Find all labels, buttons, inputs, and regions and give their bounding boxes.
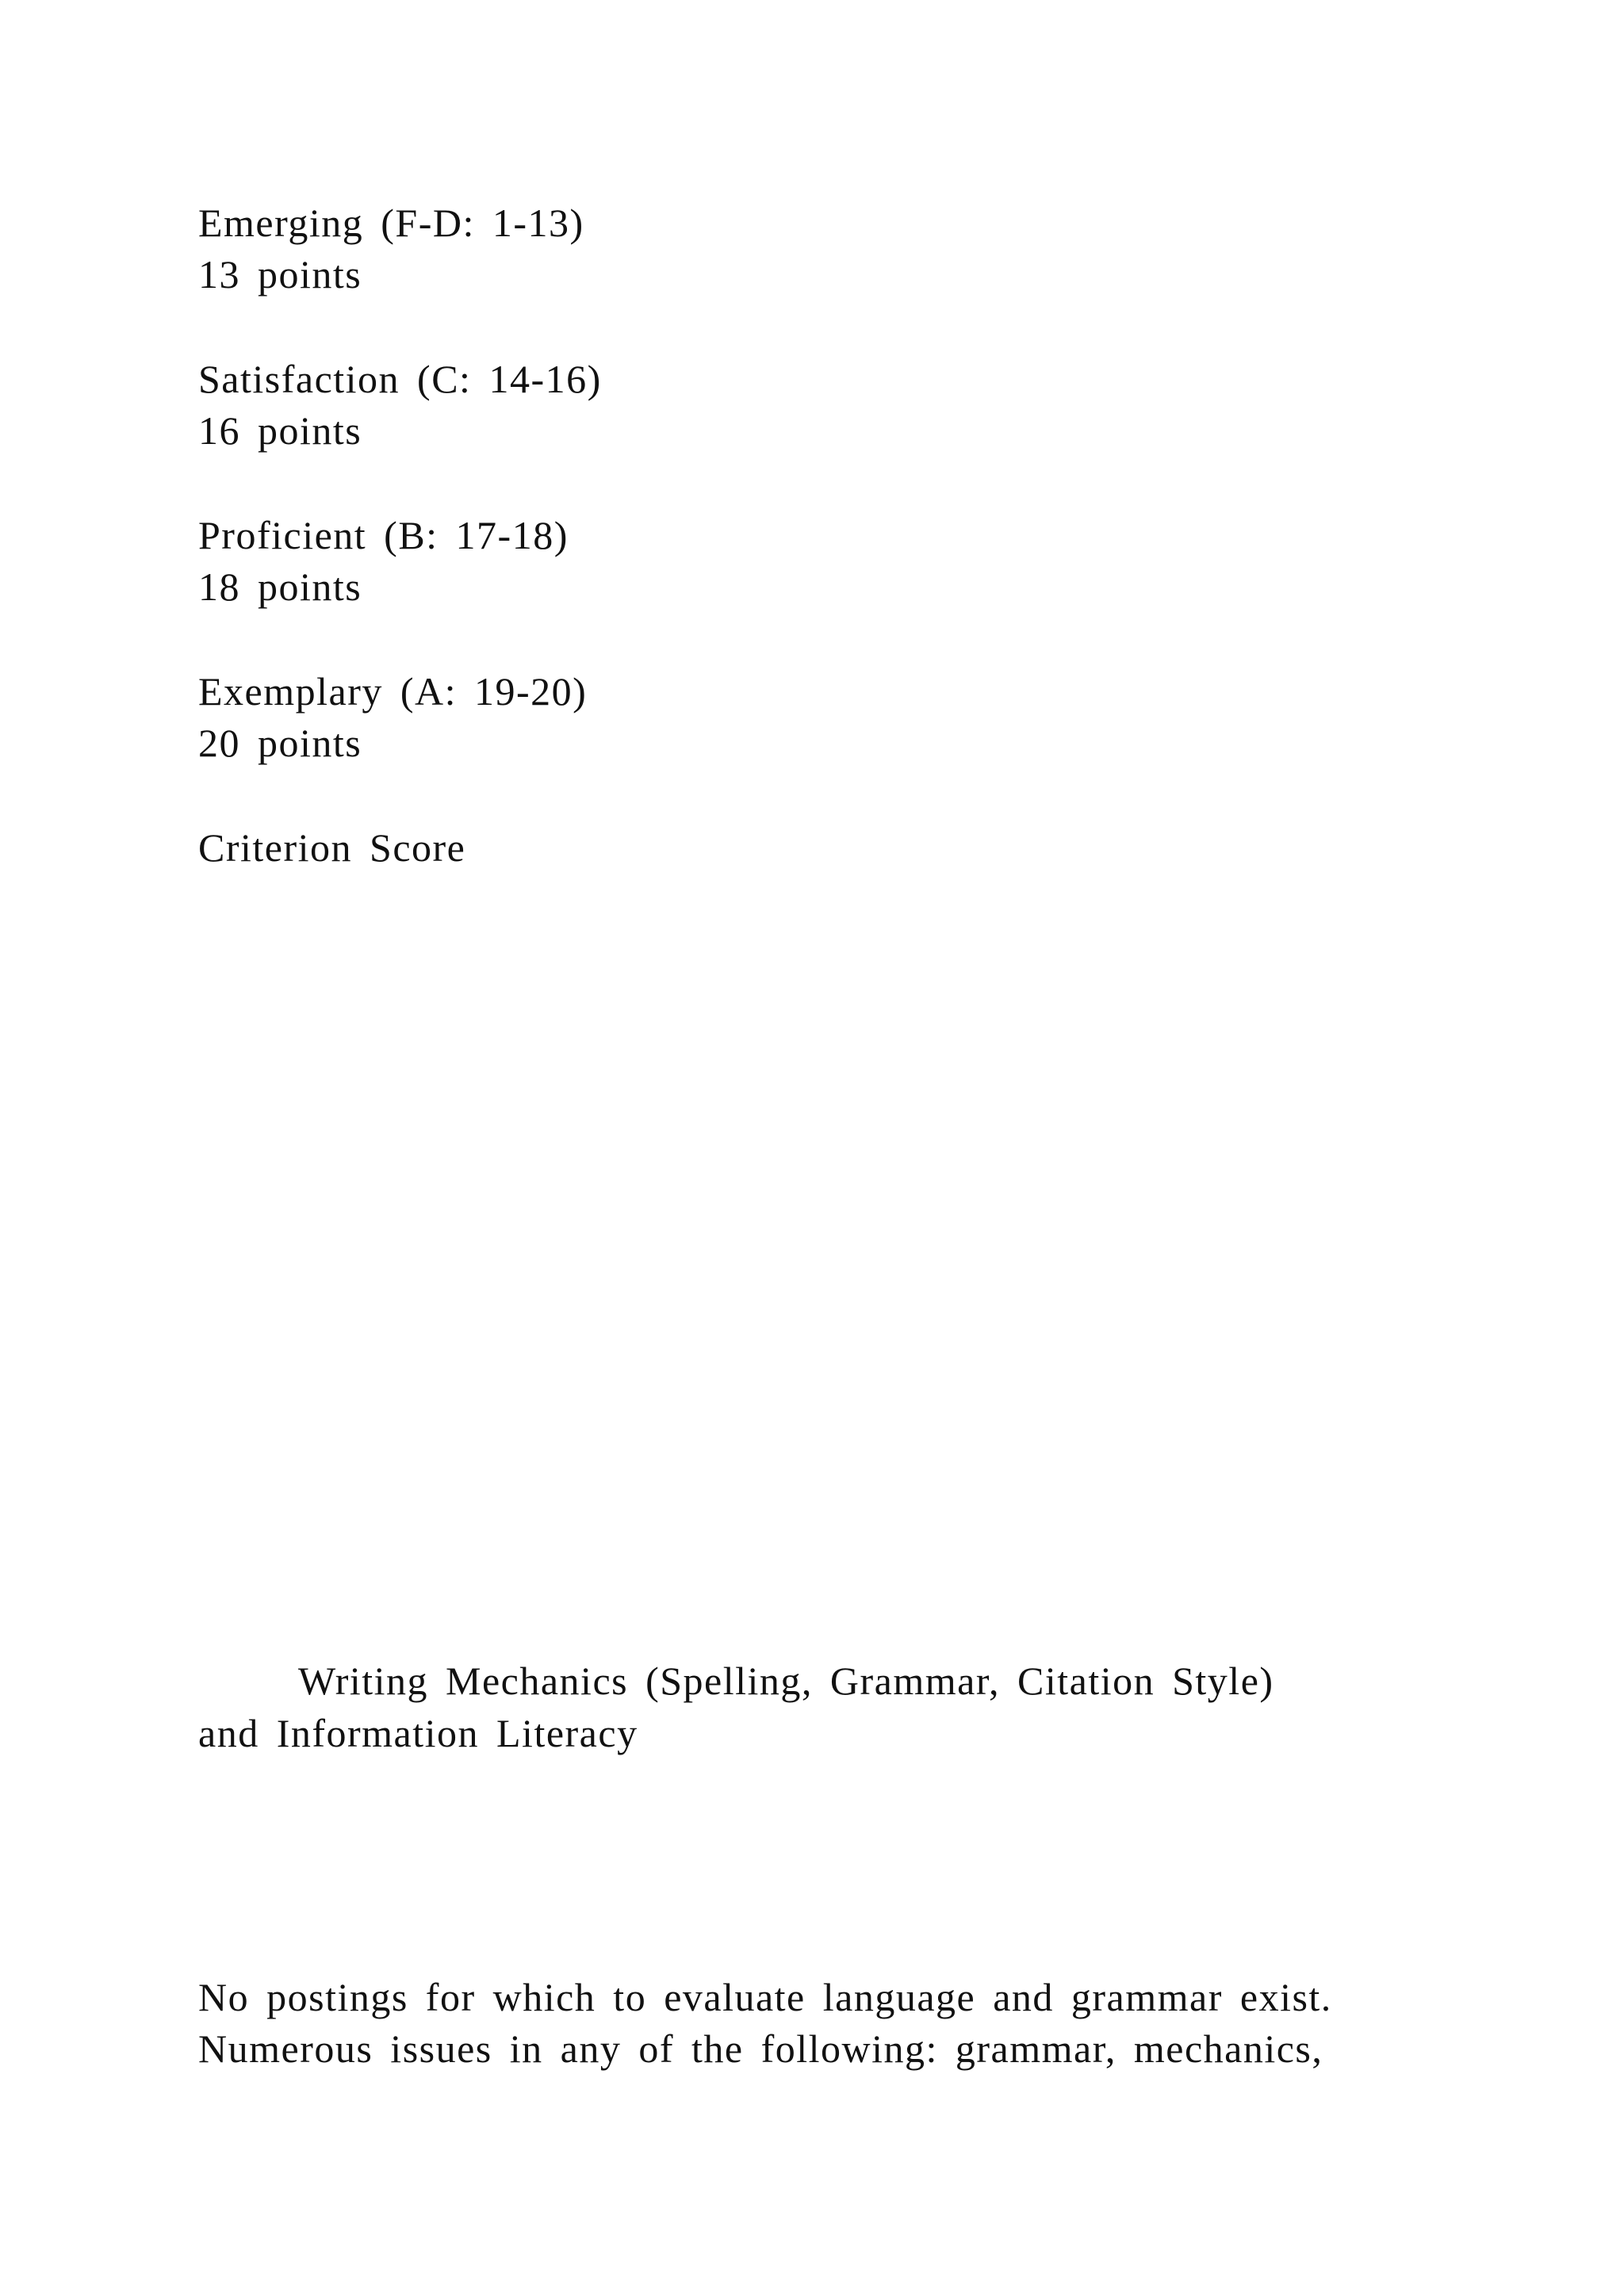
rubric-level-emerging: Emerging (F-D: 1-13) — [198, 201, 584, 245]
rubric-points-satisfaction: 16 points — [198, 408, 362, 453]
criterion-score-label: Criterion Score — [198, 825, 466, 870]
description-line2: Numerous issues in any of the following: grammar, mechanics, — [198, 2026, 1323, 2071]
rubric-points-exemplary: 20 points — [198, 721, 362, 765]
criterion-title-line2: and Information Literacy — [198, 1711, 638, 1755]
rubric-level-proficient: Proficient (B: 17-18) — [198, 513, 569, 557]
rubric-level-satisfaction: Satisfaction (C: 14-16) — [198, 357, 602, 401]
description-line1: No postings for which to evaluate language and grammar exist. — [198, 1975, 1332, 2019]
rubric-points-proficient: 18 points — [198, 564, 362, 609]
criterion-title-line1: Writing Mechanics (Spelling, Grammar, Citation Style) — [298, 1659, 1274, 1703]
rubric-points-emerging: 13 points — [198, 252, 362, 297]
rubric-level-exemplary: Exemplary (A: 19-20) — [198, 669, 588, 714]
